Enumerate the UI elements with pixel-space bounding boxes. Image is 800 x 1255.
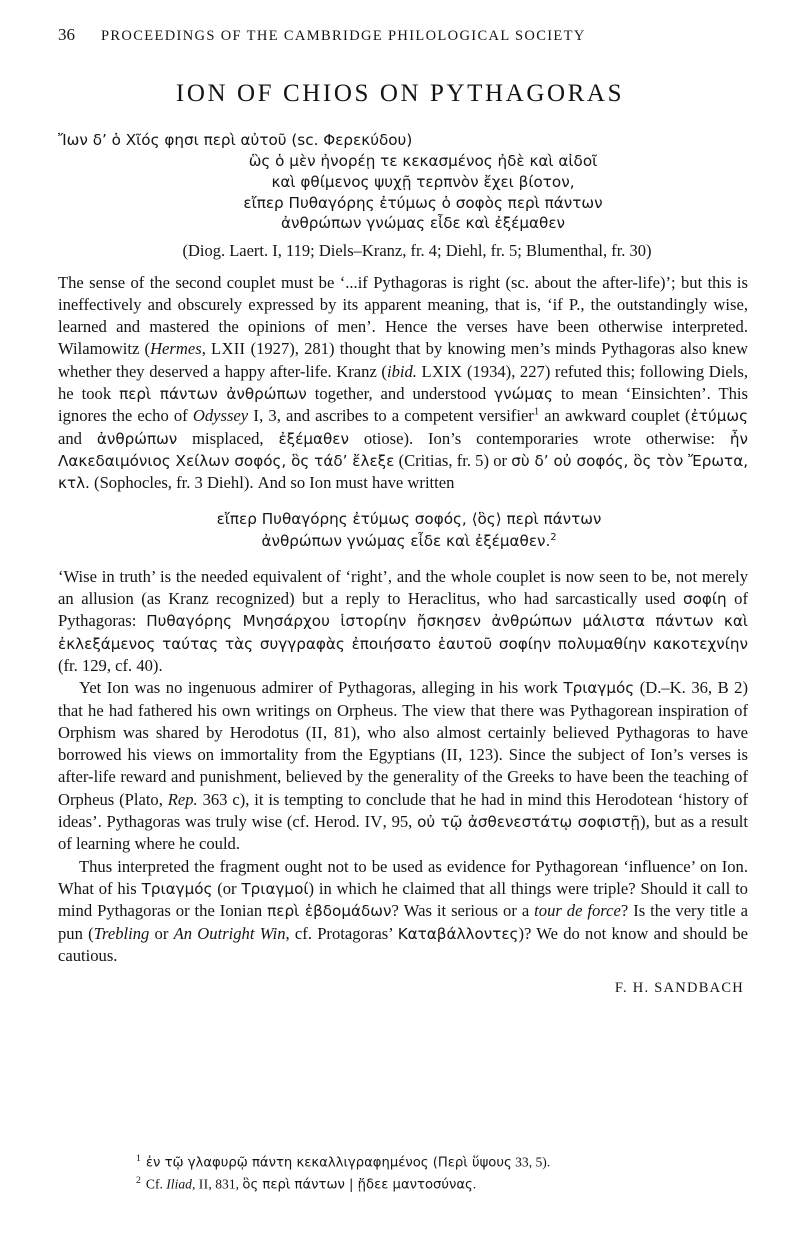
- author-signature: F. H. SANDBACH: [614, 980, 744, 997]
- p2-text-2: of Pythagoras:: [58, 588, 748, 631]
- p4-text-4: ? Was it serious or a: [391, 901, 535, 921]
- footnote-1-tail: 33, 5).: [511, 1154, 551, 1170]
- footnote-ref-2[interactable]: 2: [550, 532, 557, 544]
- p1-text-14: (Critias, fr. 5) or: [394, 451, 512, 471]
- p1-greek-7: σὺ δ’ οὐ σοφός, ὃς τὸν Ἔρωτα, κτλ.: [58, 452, 749, 493]
- p3-smallcaps-iv: IV: [364, 812, 383, 832]
- p3-greek-triagmos: Τριαγμός: [563, 679, 635, 698]
- p4-text-5: ? Is the very title a pun (: [58, 901, 748, 943]
- footnote-2-italic-iliad: Iliad: [166, 1176, 192, 1192]
- emended-line-2: ἀνθρώπων γνώμας εἶδε καὶ ἐξέμαθεν.: [261, 532, 551, 551]
- p1-text-12: misplaced,: [177, 428, 279, 448]
- p4-greek-hebdomadon: περὶ ἑβδομάδων: [267, 902, 392, 921]
- p1-text-3: (1927), 281) thought that by knowing men’s minds Pythagoras also knew whether they deserved a happy after-life. Kranz (: [58, 339, 748, 381]
- p1-smallcaps-lxii: LXII: [211, 339, 246, 359]
- p4-text-3: ) in which he claimed that all things were triple? Should it call to mind Pythagoras or the Ionian: [58, 879, 748, 921]
- p3-text-2: (D.–K. 36, B 2) that he had fathered his own writings on Orpheus. The view that there was Pythagorean inspiration of Orphism was shared by Herodotus (: [58, 678, 748, 742]
- p4-greek-kataballontes: Καταβάλλοντες: [397, 924, 519, 943]
- running-head-title: PROCEEDINGS OF THE CAMBRIDGE PHILOLOGICAL SOCIETY: [101, 28, 586, 44]
- p1-text-10: an awkward couplet (: [539, 406, 691, 426]
- footnote-1-marker: 1: [136, 1153, 141, 1164]
- p4-greek-triagmoi: Τριαγμοί: [241, 880, 309, 899]
- p1-italic-odyssey: Odyssey: [192, 406, 249, 426]
- emended-line-2-wrapper: [70, 530, 748, 553]
- p1-text-11: and: [58, 428, 97, 448]
- p1-greek-4: ἀνθρώπων: [96, 429, 178, 448]
- p1-text-6: together, and understood: [306, 384, 495, 404]
- p3-text-3: , 81), who also almost certainly believed Pythagoras to have borrowed his views on immortality from the Egyptians (: [58, 722, 749, 765]
- p1-greek-3: ἐτύμως: [690, 407, 748, 426]
- p3-text-1: Yet Ion was no ingenuous admirer of Pythagoras, alleging in his work: [79, 678, 564, 698]
- footnote-1-greek: ἐν τῷ γλαφυρῷ πάντη κεκαλλιγραφημένος (Περὶ ὕψους: [145, 1155, 512, 1171]
- p3-smallcaps-ii-a: II: [311, 722, 323, 742]
- text-column: [58, 133, 748, 997]
- footnote-1: [58, 1152, 748, 1173]
- footnotes-block: [58, 1152, 748, 1196]
- heraclitus-quotation: Πυθαγόρης Μνησάρχου ἱστορίην ἤσκησεν ἀνθρώπων μάλιστα πάντων καὶ ἐκλεξάμενος ταύτας τὰς συγγραφὰς ἐποιήσατο ἑαυτοῦ σοφίην πολυμαθίην κακοτεχνίην: [58, 612, 748, 653]
- paragraph-4: [58, 856, 748, 968]
- article-title: ION OF CHIOS ON PYTHAGORAS: [175, 80, 625, 107]
- footnote-2-mid: ,: [191, 1176, 199, 1192]
- p1-text-5: (1934), 227) refuted this; following Diels, he took: [58, 361, 748, 404]
- verse-line: εἴπερ Πυθαγόρης ἐτύμως ὁ σοφὸς περὶ πάντων: [243, 193, 603, 212]
- p3-text-5: 363 c), it is tempting to conclude that he had in mind this Herodotean ‘history of ideas’. Pythagoras was truly wise (cf. Herod.: [58, 789, 748, 832]
- p1-text-1: The sense of the second couplet must be ‘...if Pythagoras is right (sc. about the after-life)’; but this is ineffectively and obscurely expressed by its apparent meaning, that is, ‘if P., the outstandingly wise, learned and mastered the opinions of men’. Hence the verses have been otherwise interpreted. Wilamowitz (: [58, 272, 748, 359]
- p3-italic-rep: Rep.: [167, 789, 198, 809]
- p3-greek-herodotus: οὐ τῷ ἀσθενεστάτῳ σοφιστῇ: [417, 813, 641, 832]
- heraclitus-reference: (fr. 129, cf. 40).: [58, 655, 163, 675]
- p1-smallcaps-i: I: [253, 406, 260, 426]
- p1-smallcaps-lxix: LXIX: [421, 361, 463, 381]
- p1-text-13: otiose). Ion’s contemporaries wrote otherwise:: [348, 428, 730, 448]
- p4-text-1: Thus interpreted the fragment ought not to be used as evidence for Pythagorean ‘influence’ on Ion. What of his: [58, 856, 748, 899]
- footnote-2-tail: .: [472, 1176, 477, 1192]
- epigraph-citation: (Diog. Laert. I, 119; Diels–Kranz, fr. 4; Diehl, fr. 5; Blumenthal, fr. 30): [182, 240, 652, 260]
- p4-text-8: )? We do not know and should be cautious.: [58, 923, 748, 965]
- p4-text-6: or: [149, 923, 174, 943]
- p1-italic-hermes: Hermes: [150, 339, 202, 359]
- p1-text-9: , 3, and ascribes to a competent versifier: [259, 406, 534, 426]
- emended-line-1: εἴπερ Πυθαγόρης ἐτύμως σοφός, ⟨ὃς⟩ περὶ πάντων: [216, 509, 602, 528]
- p3-text-7: ), but as a result of learning where he could.: [58, 812, 749, 854]
- epigraph-lemma: Ἴων δ’ ὁ Χῖός φησι περὶ αὐτοῦ (sc. Φερεκύδου): [58, 131, 413, 149]
- p1-text-2: ,: [201, 339, 212, 359]
- paragraph-3: [58, 677, 748, 856]
- p4-text-7: , cf. Protagoras’: [285, 923, 398, 943]
- p1-italic-ibid: ibid.: [386, 361, 417, 381]
- footnote-2-greek: ὃς περὶ πάντων | ᾔδεε μαντοσύνας: [242, 1177, 473, 1193]
- footnote-2-mid-2: , 831,: [208, 1176, 243, 1192]
- p3-text-4: , 123). Since the subject of Ion’s verses is after-life reward and punishment, believed by the generality of the Greeks to have been the teaching of Orpheus (Plato,: [58, 745, 748, 809]
- emended-couplet: [58, 508, 748, 553]
- verse-line: ἀνθρώπων γνώμας εἶδε καὶ ἐξέμαθεν: [280, 214, 566, 233]
- p2-greek-sophie: σοφίη: [682, 589, 727, 608]
- p1-greek-5: ἐξέμαθεν: [278, 429, 349, 448]
- p4-greek-triagmos: Τριαγμός: [141, 880, 213, 899]
- p4-italic-tour-de-force: tour de force: [534, 901, 621, 921]
- p1-greek-2: γνώμας: [494, 385, 553, 404]
- p4-italic-outright-win: An Outright Win: [173, 923, 286, 943]
- footnote-2-marker: 2: [136, 1174, 141, 1186]
- epigraph-block: [58, 133, 748, 232]
- footnote-2-smallcaps: II: [198, 1176, 209, 1192]
- p1-greek-1: περὶ πάντων ἀνθρώπων: [119, 385, 307, 404]
- running-head: [58, 25, 752, 45]
- paragraph-1: [58, 272, 748, 495]
- footnote-2: [58, 1174, 748, 1195]
- p2-text-1: ‘Wise in truth’ is the needed equivalent of ‘right’, and the whole couplet is now seen to be, not merely an allusion (as Kranz recognized) but a reply to Heraclitus, who had sarcastically used: [58, 566, 748, 608]
- footnote-2-prefix: Cf.: [145, 1176, 167, 1192]
- verse-line: ὣς ὁ μὲν ἠνορέῃ τε κεκασμένος ἠδὲ καὶ αἰδοῖ: [248, 152, 598, 171]
- p1-text-7: to mean ‘Einsichten’. This ignores the echo of: [58, 384, 748, 426]
- p4-italic-trebling: Trebling: [93, 923, 150, 943]
- p4-text-2: (or: [212, 879, 242, 899]
- p1-greek-6: ἦν Λακεδαιμόνιος Χείλων σοφός, ὃς τάδ’ ἔλεξε: [58, 429, 748, 471]
- epigraph-verses: [58, 154, 748, 231]
- p3-smallcaps-ii-b: II: [446, 745, 459, 765]
- verse-line: καὶ φθίμενος ψυχῇ τερπνὸν ἔχει βίοτον,: [271, 172, 575, 191]
- p1-text-15: (Sophocles, fr. 3 Diehl). And so Ion must have written: [89, 473, 455, 493]
- page-folio-number: 36: [58, 25, 75, 44]
- paragraph-2: [58, 566, 748, 678]
- p3-text-6: , 95,: [382, 812, 418, 832]
- footnote-ref-1[interactable]: 1: [533, 406, 540, 418]
